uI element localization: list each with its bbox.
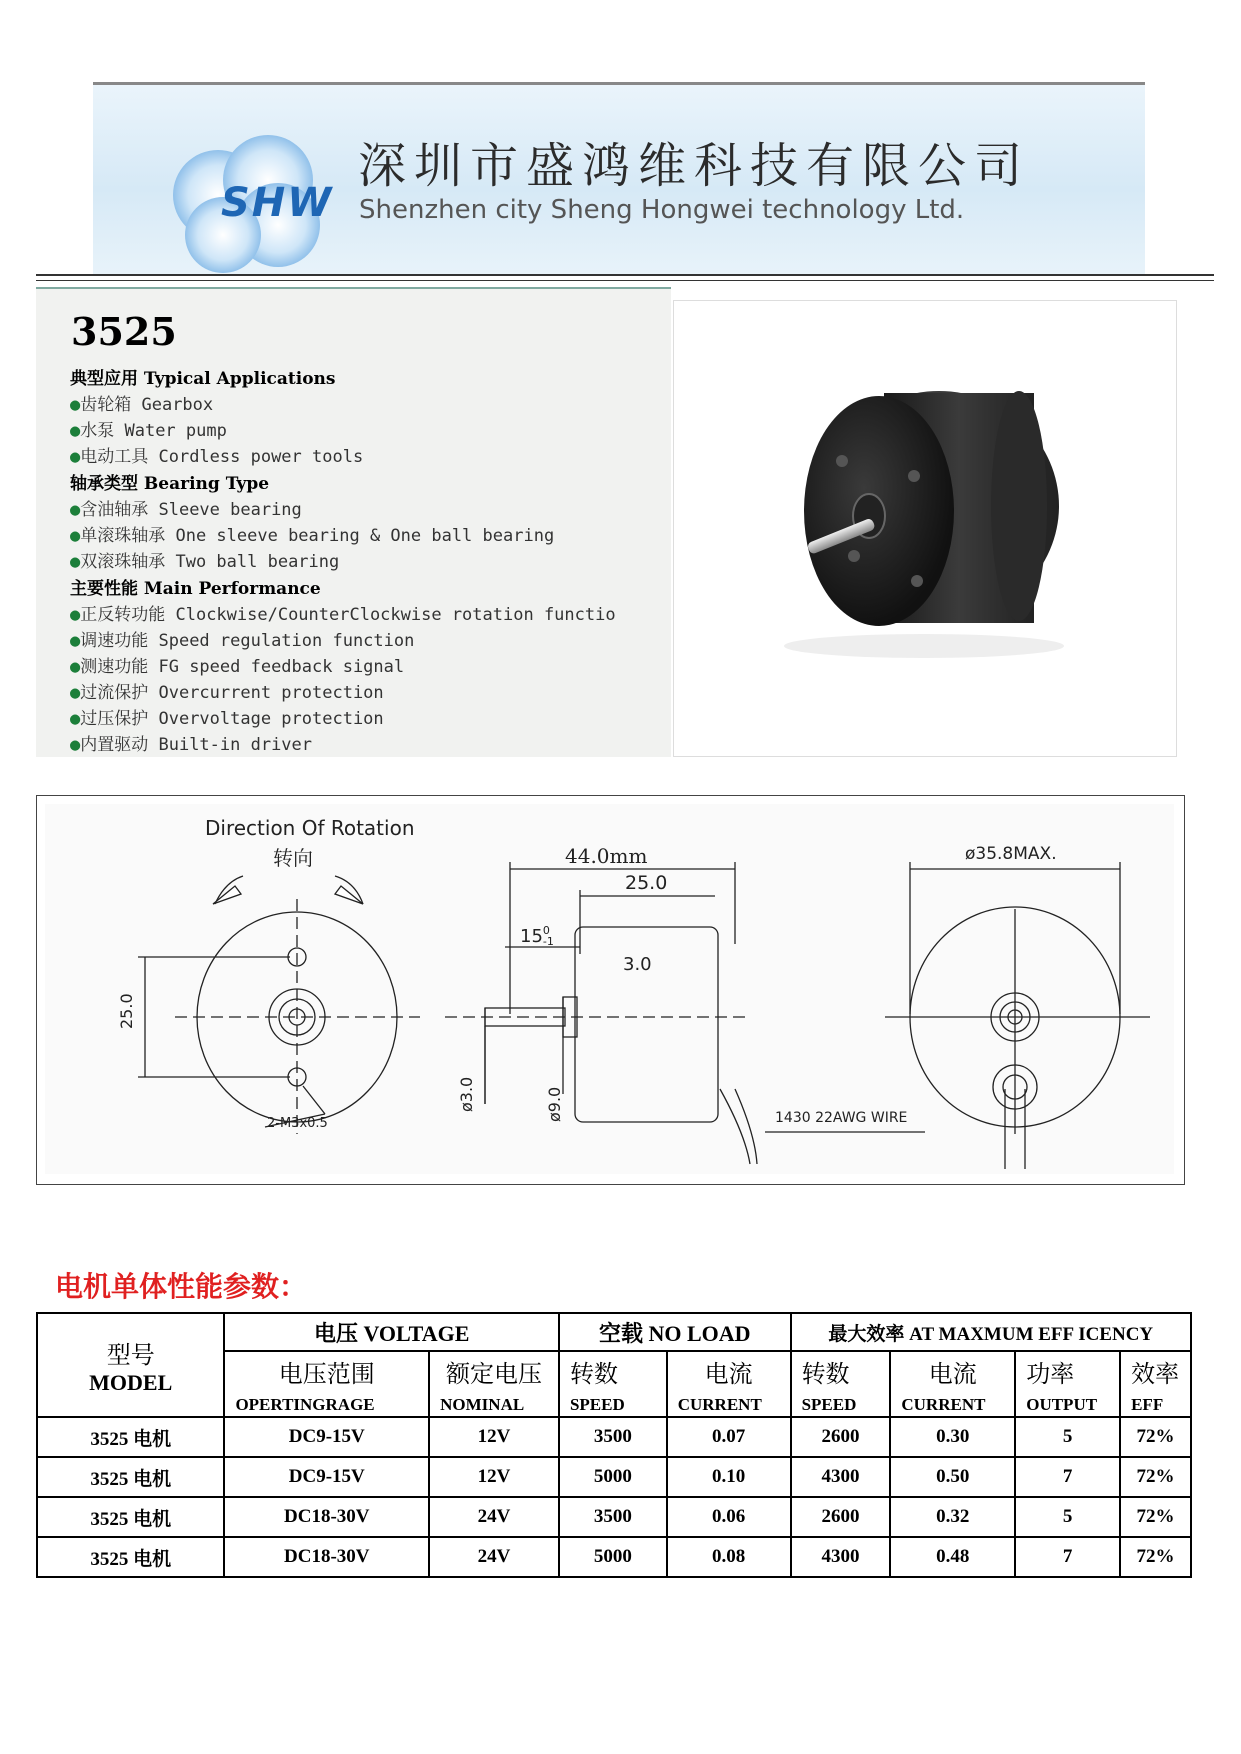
performance-table xyxy=(36,1312,1192,1578)
column-header: 转数 SPEED xyxy=(791,1351,891,1417)
feature-item: ●单滚珠轴承 One sleeve bearing & One ball bearing xyxy=(70,526,555,546)
table-cell: DC18-30V xyxy=(224,1537,429,1577)
table-cell: 5000 xyxy=(559,1537,667,1577)
maxeff-group-header: 最大效率 AT MAXMUM EFF ICENCY xyxy=(791,1313,1191,1351)
model-header: 型号 MODEL xyxy=(37,1313,224,1417)
boss-diameter-label: ø9.0 xyxy=(545,1086,564,1122)
table-row xyxy=(37,1417,1191,1457)
header-divider xyxy=(36,274,1214,281)
product-photo xyxy=(673,300,1177,757)
overall-length-label: 44.0mm xyxy=(565,844,648,868)
shaft-diameter-label: ø3.0 xyxy=(457,1076,476,1112)
feature-item: ●齿轮箱 Gearbox xyxy=(70,395,214,415)
product-features-panel xyxy=(36,287,671,757)
table-cell: DC9-15V xyxy=(224,1457,429,1497)
table-cell: 0.06 xyxy=(667,1497,791,1537)
table-cell: 4300 xyxy=(791,1457,891,1497)
logo-text: SHW xyxy=(221,180,334,226)
feature-item: ●过压保护 Overvoltage protection xyxy=(70,709,384,729)
feature-item: ●水泵 Water pump xyxy=(70,421,227,441)
diameter-label: ø35.8MAX. xyxy=(965,844,1057,864)
table-cell: 3525 电机 xyxy=(37,1537,224,1577)
bullet-icon: ● xyxy=(70,552,81,572)
direction-label-cn: 转向 xyxy=(273,846,313,870)
wire-label: 1430 22AWG WIRE xyxy=(775,1110,908,1126)
table-cell: DC18-30V xyxy=(224,1497,429,1537)
table-cell: 5 xyxy=(1015,1417,1120,1457)
dimension-drawing xyxy=(36,795,1185,1185)
feature-item: ●含油轴承 Sleeve bearing xyxy=(70,500,302,520)
table-cell: 4300 xyxy=(791,1537,891,1577)
table-group-header-row xyxy=(37,1313,1191,1351)
bullet-icon: ● xyxy=(70,735,81,755)
bullet-icon: ● xyxy=(70,605,81,625)
bullet-icon: ● xyxy=(70,395,81,415)
screw-label: 2-M3x0.5 xyxy=(267,1116,328,1131)
table-cell: 72% xyxy=(1120,1497,1191,1537)
bearing-type-title: 轴承类型 Bearing Type xyxy=(70,474,270,494)
table-cell: 0.50 xyxy=(890,1457,1015,1497)
column-header: 功率 OUTPUT xyxy=(1015,1351,1120,1417)
voltage-group-header: 电压 VOLTAGE xyxy=(224,1313,559,1351)
table-cell: 0.30 xyxy=(890,1417,1015,1457)
direction-label-en: Direction Of Rotation xyxy=(205,816,415,840)
column-header: 额定电压 NOMINAL xyxy=(429,1351,559,1417)
table-cell: 3500 xyxy=(559,1497,667,1537)
company-name-en: Shenzhen city Sheng Hongwei technology Ltd. xyxy=(359,195,965,225)
bullet-icon: ● xyxy=(70,683,81,703)
main-performance-title: 主要性能 Main Performance xyxy=(70,579,321,599)
bullet-icon: ● xyxy=(70,500,81,520)
column-header: 电压范围 OPERTINGRAGE xyxy=(224,1351,429,1417)
table-cell: 5 xyxy=(1015,1497,1120,1537)
feature-item: ●内置驱动 Built-in driver xyxy=(70,735,313,755)
feature-item: ●电动工具 Cordless power tools xyxy=(70,447,364,467)
feature-item: ●调速功能 Speed regulation function xyxy=(70,631,415,651)
table-cell: 2600 xyxy=(791,1497,891,1537)
shaft-length-label: $15^0-1$ xyxy=(520,924,554,948)
typical-applications-title: 典型应用 Typical Applications xyxy=(70,369,336,389)
rotation-arrowhead-left-icon xyxy=(213,886,241,904)
table-cell: 72% xyxy=(1120,1457,1191,1497)
table-cell: 0.08 xyxy=(667,1537,791,1577)
motor-photo-image xyxy=(674,301,1176,756)
bullet-icon: ● xyxy=(70,631,81,651)
table-cell: 0.32 xyxy=(890,1497,1015,1537)
hole-spacing-label: 25.0 xyxy=(117,993,136,1029)
table-row xyxy=(37,1497,1191,1537)
table-cell: 0.48 xyxy=(890,1537,1015,1577)
table-cell: 3525 电机 xyxy=(37,1417,224,1457)
table-cell: 3525 电机 xyxy=(37,1457,224,1497)
table-cell: 24V xyxy=(429,1497,559,1537)
table-cell: DC9-15V xyxy=(224,1417,429,1457)
table-cell: 3525 电机 xyxy=(37,1497,224,1537)
table-cell: 12V xyxy=(429,1457,559,1497)
body-length-label: 25.0 xyxy=(625,872,668,894)
company-name-cn: 深圳市盛鸿维科技有限公司 xyxy=(358,138,1031,194)
table-cell: 0.10 xyxy=(667,1457,791,1497)
table-cell: 24V xyxy=(429,1537,559,1577)
noload-group-header: 空载 NO LOAD xyxy=(559,1313,791,1351)
feature-item: ●测速功能 FG speed feedback signal xyxy=(70,657,405,677)
model-number: 3525 xyxy=(71,309,177,354)
table-cell: 2600 xyxy=(791,1417,891,1457)
table-cell: 72% xyxy=(1120,1537,1191,1577)
table-cell: 3500 xyxy=(559,1417,667,1457)
column-header: 电流 CURRENT xyxy=(890,1351,1015,1417)
table-cell: 7 xyxy=(1015,1457,1120,1497)
feature-item: ●双滚珠轴承 Two ball bearing xyxy=(70,552,340,572)
feature-item: ●过流保护 Overcurrent protection xyxy=(70,683,384,703)
column-header: 转数 SPEED xyxy=(559,1351,667,1417)
boss-length-label: 3.0 xyxy=(623,954,652,975)
bullet-icon: ● xyxy=(70,709,81,729)
table-cell: 7 xyxy=(1015,1537,1120,1577)
table-row xyxy=(37,1537,1191,1577)
table-row xyxy=(37,1457,1191,1497)
bullet-icon: ● xyxy=(70,526,81,546)
table-cell: 0.07 xyxy=(667,1417,791,1457)
feature-item: ●正反转功能 Clockwise/CounterClockwise rotation functio xyxy=(70,605,616,625)
bullet-icon: ● xyxy=(70,421,81,441)
table-cell: 5000 xyxy=(559,1457,667,1497)
bullet-icon: ● xyxy=(70,447,81,467)
header-banner xyxy=(93,82,1145,275)
column-header: 效率 EFF xyxy=(1120,1351,1191,1417)
table-cell: 72% xyxy=(1120,1417,1191,1457)
table-cell: 12V xyxy=(429,1417,559,1457)
bullet-icon: ● xyxy=(70,657,81,677)
drawing-canvas xyxy=(45,804,1174,1174)
column-header: 电流 CURRENT xyxy=(667,1351,791,1417)
table-title: 电机单体性能参数： xyxy=(55,1270,308,1303)
